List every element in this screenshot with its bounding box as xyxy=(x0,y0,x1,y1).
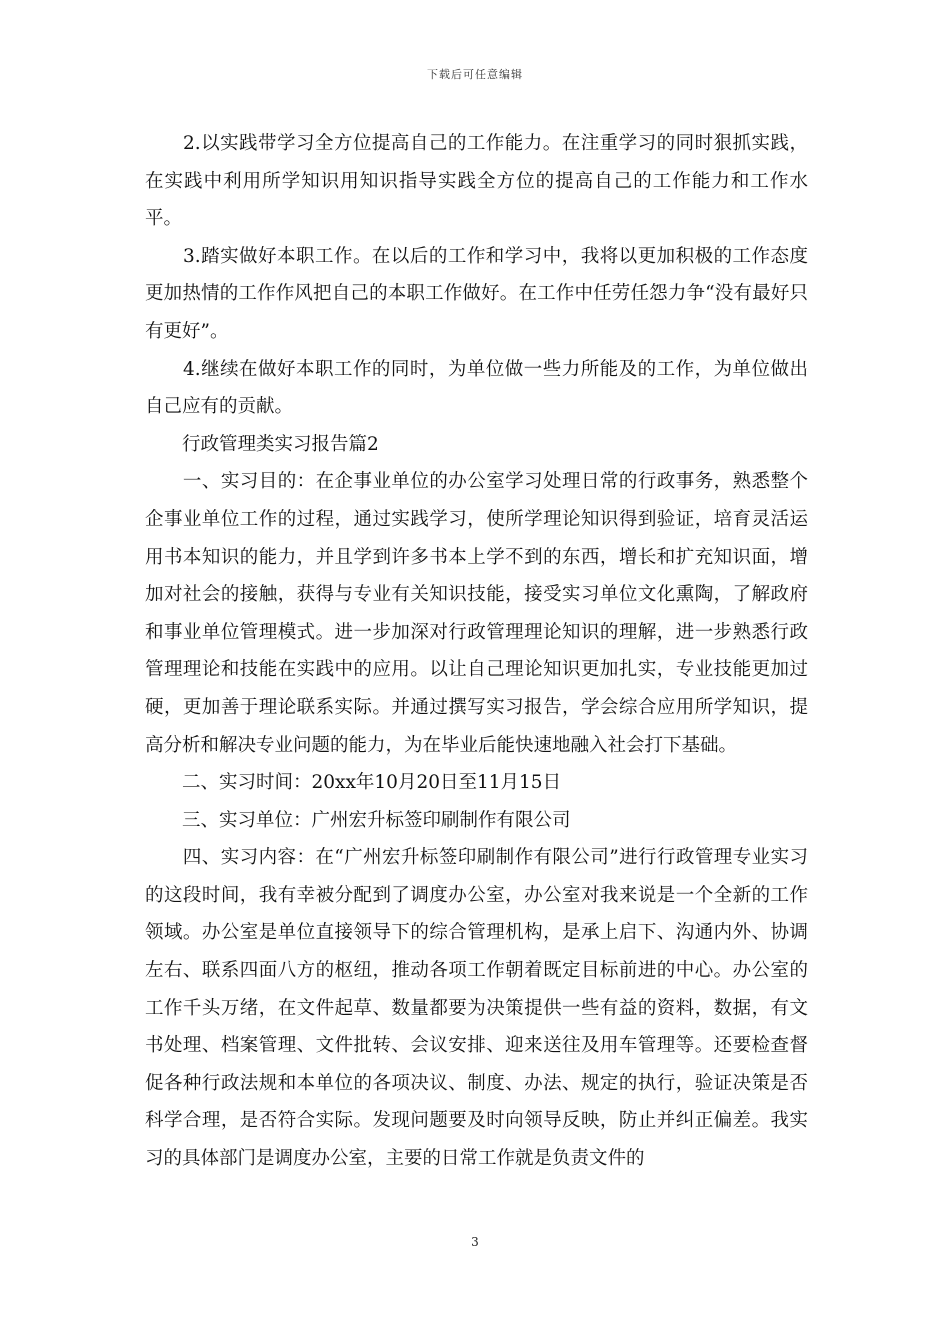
paragraph: 一、实习目的：在企事业单位的办公室学习处理日常的行政事务，熟悉整个企事业单位工作的过程，通过实践学习，使所学理论知识得到验证，培育灵活运用书本知识的能力，并且学到许多书本上学不到的东西，增长和扩充知识面，增加对社会的接触，获得与专业有关知识技能，接受实习单位文化熏陶，了解政府和事业单位管理模式。进一步加深对行政管理理论知识的理解，进一步熟悉行政管理理论和技能在实践中的应用。以让自己理论知识更加扎实，专业技能更加过硬，更加善于理论联系实际。并通过撰写实习报告，学会综合应用所学知识，提高分析和解决专业问题的能力，为在毕业后能快速地融入社会打下基础。 xyxy=(145,471,808,756)
paragraph: 三、实习单位：广州宏升标签印刷制作有限公司 xyxy=(145,809,571,831)
page-header: 下载后可任意编辑 xyxy=(427,68,523,81)
section-heading: 行政管理类实习报告篇2 xyxy=(145,433,379,455)
paragraph: 四、实习内容：在“广州宏升标签印刷制作有限公司”进行行政管理专业实习的这段时间，我有幸被分配到了调度办公室，办公室对我来说是一个全新的工作领域。办公室是单位直接领导下的综合管理机构，是承上启下、沟通内外、协调左右、联系四面八方的枢纽，推动各项工作朝着既定目标前进的中心。办公室的工作千头万绪，在文件起草、数量都要为决策提供一些有益的资料，数据，有文书处理、档案管理、文件批转、会议安排、迎来送往及用车管理等。还要检查督促各种行政法规和本单位的各项决议、制度、办法、规定的执行，验证决策是否科学合理，是否符合实际。发现问题要及时向领导反映，防止并纠正偏差。我实习的具体部门是调度办公室，主要的日常工作就是负责文件的 xyxy=(145,847,808,1170)
document-body xyxy=(145,125,808,1178)
page-number: 3 xyxy=(471,1235,479,1249)
paragraph: 二、实习时间：20xx年10月20日至11月15日 xyxy=(145,772,562,794)
paragraph: 3.踏实做好本职工作。在以后的工作和学习中，我将以更加积极的工作态度更加热情的工作作风把自己的本职工作做好。在工作中任劳任怨力争“没有最好只有更好”。 xyxy=(145,245,808,342)
paragraph: 2.以实践带学习全方位提高自己的工作能力。在注重学习的同时狠抓实践，在实践中利用所学知识用知识指导实践全方位的提高自己的工作能力和工作水平。 xyxy=(145,133,808,230)
paragraph: 4.继续在做好本职工作的同时，为单位做一些力所能及的工作，为单位做出自己应有的贡献。 xyxy=(145,358,808,418)
